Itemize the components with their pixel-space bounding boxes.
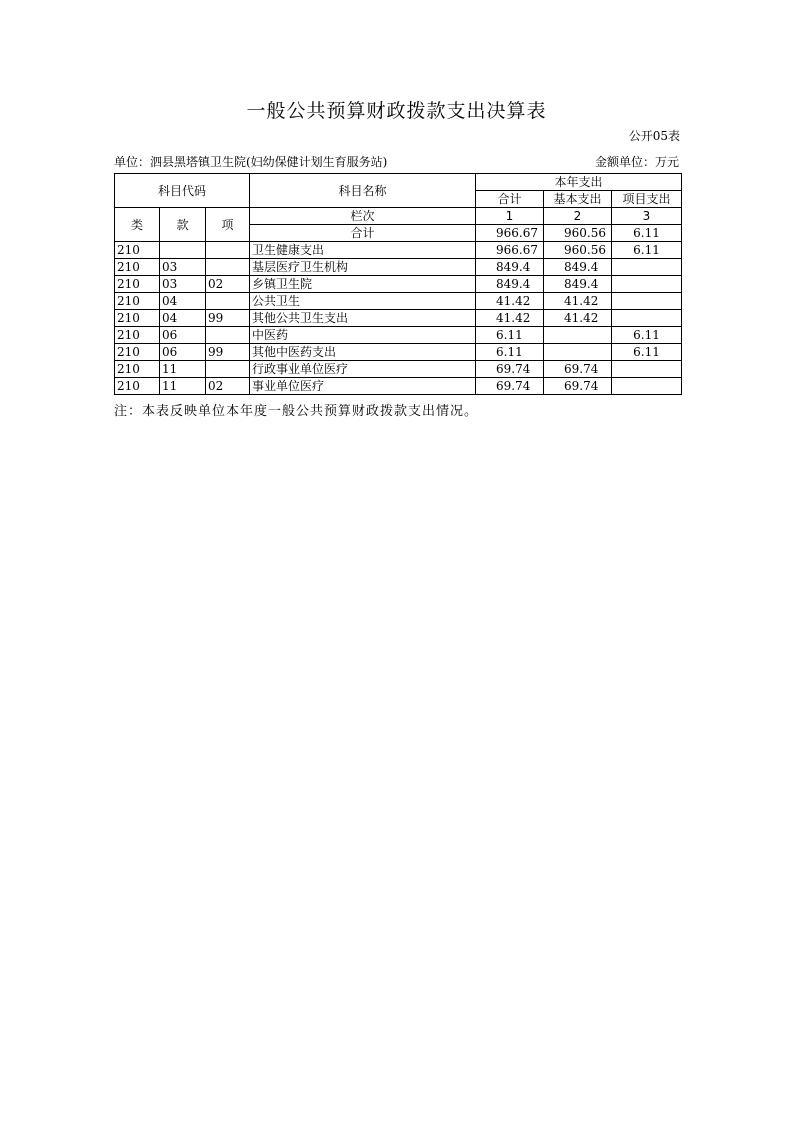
header-item: 项 [206, 208, 250, 242]
cell-total: 69.74 [476, 378, 544, 395]
cell-item [206, 327, 250, 344]
cell-project: 6.11 [612, 242, 682, 259]
header-class: 类 [115, 208, 160, 242]
table-row [115, 259, 682, 276]
cell-class: 210 [115, 361, 160, 378]
cell-total: 966.67 [476, 242, 544, 259]
grand-total-label: 合计 [250, 225, 476, 242]
header-basic: 基本支出 [544, 191, 612, 208]
cell-class: 210 [115, 310, 160, 327]
cell-item [206, 242, 250, 259]
cell-total: 41.42 [476, 293, 544, 310]
header-col2: 2 [544, 208, 612, 225]
grand-total-value: 966.67 [476, 225, 544, 242]
cell-project: 6.11 [612, 344, 682, 361]
cell-class: 210 [115, 378, 160, 395]
money-unit-label: 金额单位：万元 [594, 155, 679, 169]
cell-basic: 849.4 [544, 259, 612, 276]
cell-project: 6.11 [612, 327, 682, 344]
cell-item: 99 [206, 344, 250, 361]
cell-basic [544, 327, 612, 344]
form-code: 公开05表 [628, 129, 680, 143]
cell-project [612, 293, 682, 310]
cell-class: 210 [115, 276, 160, 293]
table-row [115, 344, 682, 361]
unit-label: 单位：泗县黑塔镇卫生院(妇幼保健计划生育服务站) [114, 155, 388, 169]
header-col1: 1 [476, 208, 544, 225]
cell-basic: 41.42 [544, 293, 612, 310]
cell-basic: 849.4 [544, 276, 612, 293]
cell-project [612, 276, 682, 293]
cell-section: 11 [160, 361, 206, 378]
cell-total: 6.11 [476, 327, 544, 344]
cell-project [612, 259, 682, 276]
cell-project [612, 378, 682, 395]
header-subject-name: 科目名称 [250, 174, 476, 208]
cell-name: 行政事业单位医疗 [250, 361, 476, 378]
cell-total: 69.74 [476, 361, 544, 378]
cell-section: 06 [160, 344, 206, 361]
cell-item: 99 [206, 310, 250, 327]
cell-name: 卫生健康支出 [250, 242, 476, 259]
cell-basic: 69.74 [544, 361, 612, 378]
header-column-no: 栏次 [250, 208, 476, 225]
table-row [115, 310, 682, 327]
cell-item [206, 361, 250, 378]
cell-section [160, 242, 206, 259]
cell-name: 基层医疗卫生机构 [250, 259, 476, 276]
header-col3: 3 [612, 208, 682, 225]
cell-basic: 69.74 [544, 378, 612, 395]
cell-section: 03 [160, 276, 206, 293]
cell-basic: 41.42 [544, 310, 612, 327]
cell-total: 41.42 [476, 310, 544, 327]
page-title: 一般公共预算财政拨款支出决算表 [246, 100, 547, 122]
cell-class: 210 [115, 327, 160, 344]
cell-section: 11 [160, 378, 206, 395]
cell-section: 04 [160, 310, 206, 327]
table-row [115, 242, 682, 259]
cell-item: 02 [206, 378, 250, 395]
cell-section: 06 [160, 327, 206, 344]
cell-item [206, 293, 250, 310]
cell-item: 02 [206, 276, 250, 293]
table-row [115, 276, 682, 293]
header-total: 合计 [476, 191, 544, 208]
cell-total: 6.11 [476, 344, 544, 361]
cell-class: 210 [115, 242, 160, 259]
cell-name: 乡镇卫生院 [250, 276, 476, 293]
cell-name: 事业单位医疗 [250, 378, 476, 395]
cell-section: 03 [160, 259, 206, 276]
header-subject-code: 科目代码 [115, 174, 250, 208]
cell-name: 其他中医药支出 [250, 344, 476, 361]
footnote: 注：本表反映单位本年度一般公共预算财政拨款支出情况。 [114, 404, 479, 419]
cell-class: 210 [115, 293, 160, 310]
cell-project [612, 361, 682, 378]
cell-basic [544, 344, 612, 361]
header-project: 项目支出 [612, 191, 682, 208]
table-row [115, 361, 682, 378]
cell-total: 849.4 [476, 259, 544, 276]
header-current-year: 本年支出 [476, 174, 682, 191]
cell-project [612, 310, 682, 327]
cell-class: 210 [115, 259, 160, 276]
cell-basic: 960.56 [544, 242, 612, 259]
table-row [115, 378, 682, 395]
grand-basic-value: 960.56 [544, 225, 612, 242]
cell-name: 公共卫生 [250, 293, 476, 310]
cell-class: 210 [115, 344, 160, 361]
expenditure-table [114, 173, 682, 395]
cell-name: 其他公共卫生支出 [250, 310, 476, 327]
cell-section: 04 [160, 293, 206, 310]
table-row [115, 327, 682, 344]
table-row [115, 293, 682, 310]
grand-project-value: 6.11 [612, 225, 682, 242]
cell-name: 中医药 [250, 327, 476, 344]
cell-item [206, 259, 250, 276]
header-section: 款 [160, 208, 206, 242]
cell-total: 849.4 [476, 276, 544, 293]
